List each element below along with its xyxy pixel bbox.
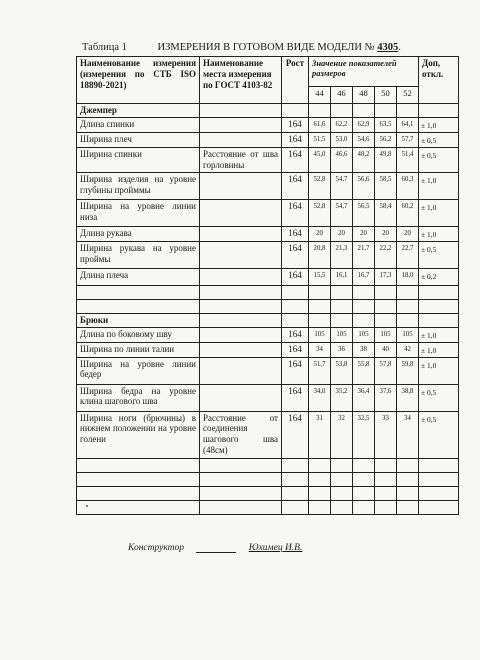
empty-cell [282,486,309,500]
height-value: 164 [282,342,309,357]
empty-cell [282,500,309,514]
size-value: 16,1 [331,268,353,285]
empty-cell [309,313,331,327]
empty-row [77,472,459,486]
size-value: 46,6 [331,147,353,172]
empty-cell [419,285,459,299]
empty-cell [282,285,309,299]
measure-name: Ширина на уровне линии низа [77,199,200,226]
size-value: 38 [353,342,375,357]
tolerance-value: ± 1,0 [419,357,459,384]
size-value: 52,8 [309,172,331,199]
measure-place [200,342,282,357]
size-value: 62,9 [353,117,375,132]
height-value: 164 [282,357,309,384]
empty-cell [353,500,375,514]
height-value: 164 [282,147,309,172]
empty-row [77,285,459,299]
tolerance-value: ± 0,5 [419,411,459,458]
measure-place [200,357,282,384]
empty-cell [309,458,331,472]
height-value: 164 [282,327,309,342]
size-value: 36 [331,342,353,357]
size-value: 15,5 [309,268,331,285]
empty-cell [353,104,375,118]
header-tolerance: Доп, откл. [419,57,459,104]
measure-name: Ширина бедра на уровне клина шагового шва [77,384,200,411]
size-value: 21,7 [353,241,375,268]
size-value: 48,2 [353,147,375,172]
height-value: 164 [282,226,309,241]
empty-cell [331,500,353,514]
tolerance-value: ± 0,5 [419,384,459,411]
size-value: 31 [309,411,331,458]
empty-cell [353,458,375,472]
empty-cell [397,285,419,299]
size-value: 57,7 [397,132,419,147]
size-value: 20 [397,226,419,241]
size-value: 20 [309,226,331,241]
header-measure-name: Наименование измерения (измерения по СТБ ISO 18890-2021) [77,57,200,104]
table-row [77,327,459,342]
measure-place [200,117,282,132]
table-row [77,199,459,226]
size-value: 21,3 [331,241,353,268]
caption-title: ИЗМЕРЕНИЯ В ГОТОВОМ ВИДЕ МОДЕЛИ № [157,42,375,53]
size-value: 22,2 [375,241,397,268]
size-value: 56,2 [375,132,397,147]
measure-name: Ширина ноги (брючины) в нижнем положении на уровне голени [77,411,200,458]
tolerance-value: ± 1,0 [419,117,459,132]
empty-row [77,486,459,500]
empty-row [77,500,459,514]
section-row [77,104,459,118]
size-value: 105 [331,327,353,342]
empty-cell [309,104,331,118]
size-value: 45,0 [309,147,331,172]
signature-name: Юхимец И.В. [248,543,303,553]
table-row [77,117,459,132]
empty-cell [282,104,309,118]
table-row [77,384,459,411]
empty-cell [397,104,419,118]
table-row [77,268,459,285]
empty-cell [309,285,331,299]
empty-cell [200,104,282,118]
size-value: 40 [375,342,397,357]
measure-place [200,226,282,241]
empty-cell [331,472,353,486]
height-value: 164 [282,411,309,458]
empty-cell [331,104,353,118]
empty-row [77,299,459,313]
empty-cell [375,486,397,500]
size-value: 37,6 [375,384,397,411]
empty-cell [397,313,419,327]
size-value: 20 [353,226,375,241]
scan-dot [86,505,88,507]
size-value: 49,8 [375,147,397,172]
height-value: 164 [282,268,309,285]
size-52: 52 [397,87,419,104]
table-caption [82,42,401,53]
size-value: 105 [375,327,397,342]
size-value: 35,2 [331,384,353,411]
height-value: 164 [282,384,309,411]
size-value: 34 [309,342,331,357]
size-value: 51,4 [397,147,419,172]
empty-cell [419,313,459,327]
empty-cell [200,299,282,313]
size-value: 56,6 [353,172,375,199]
empty-cell [331,458,353,472]
empty-cell [77,486,200,500]
height-value: 164 [282,199,309,226]
empty-cell [77,500,200,514]
empty-cell [353,285,375,299]
empty-cell [282,299,309,313]
empty-cell [200,472,282,486]
empty-cell [353,472,375,486]
caption-end: . [398,42,401,53]
empty-cell [200,313,282,327]
tolerance-value: ± 0,5 [419,147,459,172]
measure-place: Расстояние от соединения шагового шва (48см) [200,411,282,458]
measure-name: Ширина плеч [77,132,200,147]
table-row [77,357,459,384]
size-value: 20,8 [309,241,331,268]
empty-row [77,458,459,472]
measure-name: Ширина спинки [77,147,200,172]
empty-cell [375,299,397,313]
empty-cell [375,104,397,118]
empty-cell [375,500,397,514]
size-value: 60,2 [397,199,419,226]
size-50: 50 [375,87,397,104]
table-row [77,147,459,172]
size-value: 59,8 [397,357,419,384]
height-value: 164 [282,117,309,132]
measure-name: Ширина по линии талии [77,342,200,357]
empty-cell [77,458,200,472]
empty-cell [200,285,282,299]
section-title: Брюки [77,313,200,327]
measure-name: Ширина на уровне линии бедер [77,357,200,384]
tolerance-value: ± 1,0 [419,327,459,342]
height-value: 164 [282,132,309,147]
tolerance-value: ± 1,0 [419,226,459,241]
empty-cell [309,472,331,486]
measure-name: Длина рукава [77,226,200,241]
table-row [77,226,459,241]
size-value: 54,7 [331,199,353,226]
measure-place [200,199,282,226]
size-value: 105 [397,327,419,342]
header-values: Значение показателей размеров [309,57,419,87]
size-value: 53,0 [331,132,353,147]
empty-cell [419,486,459,500]
measure-name: Ширина рукава на уровне проймы [77,241,200,268]
size-value: 64,1 [397,117,419,132]
size-value: 51,5 [309,132,331,147]
empty-cell [282,313,309,327]
empty-cell [309,299,331,313]
empty-cell [375,458,397,472]
size-value: 52,8 [309,199,331,226]
table-row [77,172,459,199]
signature-role: Конструктор [128,543,185,553]
size-value: 57,8 [375,357,397,384]
size-value: 34 [397,411,419,458]
empty-cell [77,299,200,313]
empty-cell [419,472,459,486]
tolerance-value: ± 0,2 [419,268,459,285]
empty-cell [353,313,375,327]
size-value: 58,5 [375,172,397,199]
empty-cell [375,285,397,299]
empty-cell [375,472,397,486]
measure-place [200,172,282,199]
measure-name: Длина плеча [77,268,200,285]
empty-cell [331,313,353,327]
empty-cell [397,486,419,500]
size-value: 16,7 [353,268,375,285]
empty-cell [282,472,309,486]
size-value: 61,6 [309,117,331,132]
size-value: 34,0 [309,384,331,411]
size-value: 38,8 [397,384,419,411]
signature-line [128,543,302,553]
size-value: 17,3 [375,268,397,285]
empty-cell [200,458,282,472]
size-value: 36,4 [353,384,375,411]
size-48: 48 [353,87,375,104]
size-value: 32,5 [353,411,375,458]
tolerance-value: ± 1,0 [419,342,459,357]
empty-cell [353,486,375,500]
section-row [77,313,459,327]
empty-cell [200,500,282,514]
size-value: 22,7 [397,241,419,268]
table-row [77,132,459,147]
measure-place [200,327,282,342]
empty-cell [77,285,200,299]
empty-cell [419,500,459,514]
table-row [77,342,459,357]
header-row [77,57,459,87]
measure-place [200,241,282,268]
empty-cell [375,313,397,327]
size-44: 44 [309,87,331,104]
size-value: 58,4 [375,199,397,226]
measure-place [200,384,282,411]
size-value: 55,8 [353,357,375,384]
tolerance-value: ± 0,5 [419,241,459,268]
height-value: 164 [282,172,309,199]
size-value: 105 [309,327,331,342]
measure-place: Расстояние от шва горловины [200,147,282,172]
size-value: 60,3 [397,172,419,199]
size-value: 62,2 [331,117,353,132]
table-row [77,411,459,458]
table-row [77,241,459,268]
size-value: 53,8 [331,357,353,384]
empty-cell [309,500,331,514]
empty-cell [331,299,353,313]
size-46: 46 [331,87,353,104]
empty-cell [309,486,331,500]
size-value: 20 [331,226,353,241]
measure-place [200,132,282,147]
header-height: Рост [282,57,309,104]
size-value: 18,0 [397,268,419,285]
size-value: 51,7 [309,357,331,384]
measure-name: Длина спинки [77,117,200,132]
caption-label: Таблица 1 [82,42,127,53]
empty-cell [397,472,419,486]
empty-cell [397,500,419,514]
empty-cell [282,458,309,472]
measurements-table [76,56,459,515]
empty-cell [200,486,282,500]
empty-cell [77,472,200,486]
signature-blank [196,552,236,553]
measure-name: Ширина изделия на уровне глубины пройммы [77,172,200,199]
model-number: 4305 [377,42,399,53]
empty-cell [397,299,419,313]
size-value: 42 [397,342,419,357]
tolerance-value: ± 0,5 [419,132,459,147]
empty-cell [419,458,459,472]
tolerance-value: ± 1,0 [419,199,459,226]
header-place-name: Наименование места измерения по ГОСТ 4103-82 [200,57,282,104]
size-value: 63,5 [375,117,397,132]
size-value: 105 [353,327,375,342]
empty-cell [331,285,353,299]
tolerance-value: ± 1,0 [419,172,459,199]
empty-cell [419,104,459,118]
empty-cell [419,299,459,313]
measure-name: Длина по боковому шву [77,327,200,342]
size-value: 32 [331,411,353,458]
section-title: Джемпер [77,104,200,118]
empty-cell [331,486,353,500]
size-value: 33 [375,411,397,458]
height-value: 164 [282,241,309,268]
size-value: 56,5 [353,199,375,226]
size-value: 20 [375,226,397,241]
size-value: 54,7 [331,172,353,199]
size-value: 54,6 [353,132,375,147]
measure-place [200,268,282,285]
empty-cell [353,299,375,313]
empty-cell [397,458,419,472]
